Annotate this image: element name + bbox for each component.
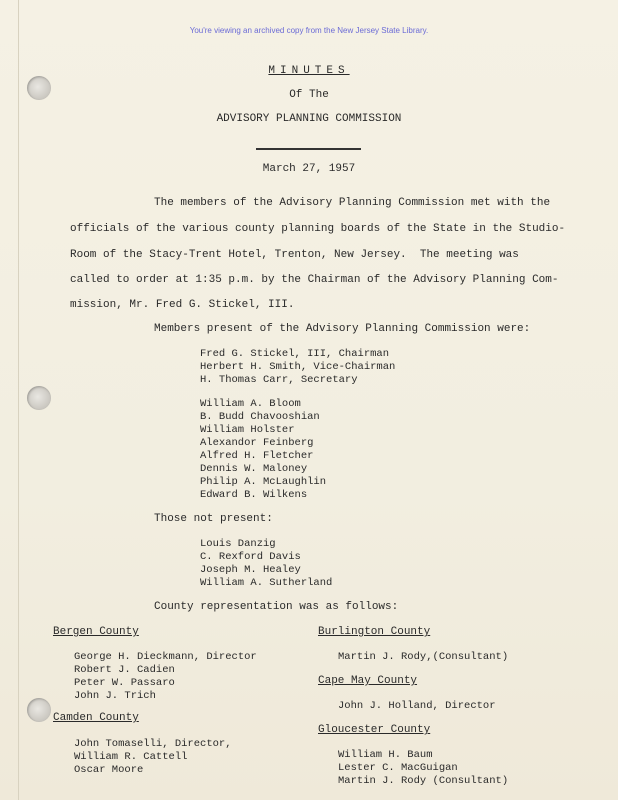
member-name: Alexandor Feinberg: [200, 437, 314, 449]
county-member: Robert J. Cadien: [74, 664, 175, 676]
paragraph-line: called to order at 1:35 p.m. by the Chairman of the Advisory Planning Com-: [70, 274, 559, 286]
county-member: John Tomaselli, Director,: [74, 738, 232, 750]
paragraph-line: mission, Mr. Fred G. Stickel, III.: [70, 299, 295, 311]
county-heading-camden: Camden County: [53, 712, 139, 724]
member-name: Edward B. Wilkens: [200, 489, 308, 501]
absent-intro: Those not present:: [154, 513, 273, 525]
punch-hole-middle: [27, 386, 51, 410]
county-intro: County representation was as follows:: [154, 601, 399, 613]
county-member: John J. Trich: [74, 690, 156, 702]
header-rule: [256, 148, 361, 150]
member-name: William A. Bloom: [200, 398, 301, 410]
archive-banner: You're viewing an archived copy from the New Jersey State Library.: [189, 26, 429, 35]
paragraph-line: The members of the Advisory Planning Commission met with the: [154, 197, 551, 209]
county-member: Martin J. Rody,(Consultant): [338, 651, 509, 663]
member-name: Dennis W. Maloney: [200, 463, 308, 475]
member-name: B. Budd Chavooshian: [200, 411, 320, 423]
commission-name: ADVISORY PLANNING COMMISSION: [216, 113, 402, 125]
members-intro: Members present of the Advisory Planning Commission were:: [154, 323, 531, 335]
absent-name: Joseph M. Healey: [200, 564, 301, 576]
paragraph-line: officials of the various county planning boards of the State in the Studio-: [70, 223, 566, 235]
county-member: Martin J. Rody (Consultant): [338, 775, 509, 787]
member-name: Alfred H. Fletcher: [200, 450, 314, 462]
absent-name: Louis Danzig: [200, 538, 276, 550]
member-officer: Herbert H. Smith, Vice-Chairman: [200, 361, 396, 373]
absent-name: C. Rexford Davis: [200, 551, 301, 563]
county-member: George H. Dieckmann, Director: [74, 651, 257, 663]
member-officer: Fred G. Stickel, III, Chairman: [200, 348, 390, 360]
county-heading-bergen: Bergen County: [53, 626, 139, 638]
absent-name: William A. Sutherland: [200, 577, 333, 589]
member-officer: H. Thomas Carr, Secretary: [200, 374, 358, 386]
of-the-line: Of The: [289, 89, 329, 101]
county-heading-burlington: Burlington County: [318, 626, 431, 638]
county-member: William H. Baum: [338, 749, 433, 761]
member-name: William Holster: [200, 424, 295, 436]
county-member: Lester C. MacGuigan: [338, 762, 458, 774]
member-name: Philip A. McLaughlin: [200, 476, 327, 488]
county-member: Oscar Moore: [74, 764, 144, 776]
county-heading-cape-may: Cape May County: [318, 675, 418, 687]
county-heading-gloucester: Gloucester County: [318, 724, 431, 736]
county-member: John J. Holland, Director: [338, 700, 496, 712]
county-member: Peter W. Passaro: [74, 677, 175, 689]
county-member: William R. Cattell: [74, 751, 188, 763]
document-title: MINUTES: [268, 65, 350, 77]
punch-hole-bottom: [27, 698, 51, 722]
paragraph-line: Room of the Stacy-Trent Hotel, Trenton, New Jersey. The meeting was: [70, 249, 519, 261]
meeting-date: March 27, 1957: [262, 163, 356, 175]
